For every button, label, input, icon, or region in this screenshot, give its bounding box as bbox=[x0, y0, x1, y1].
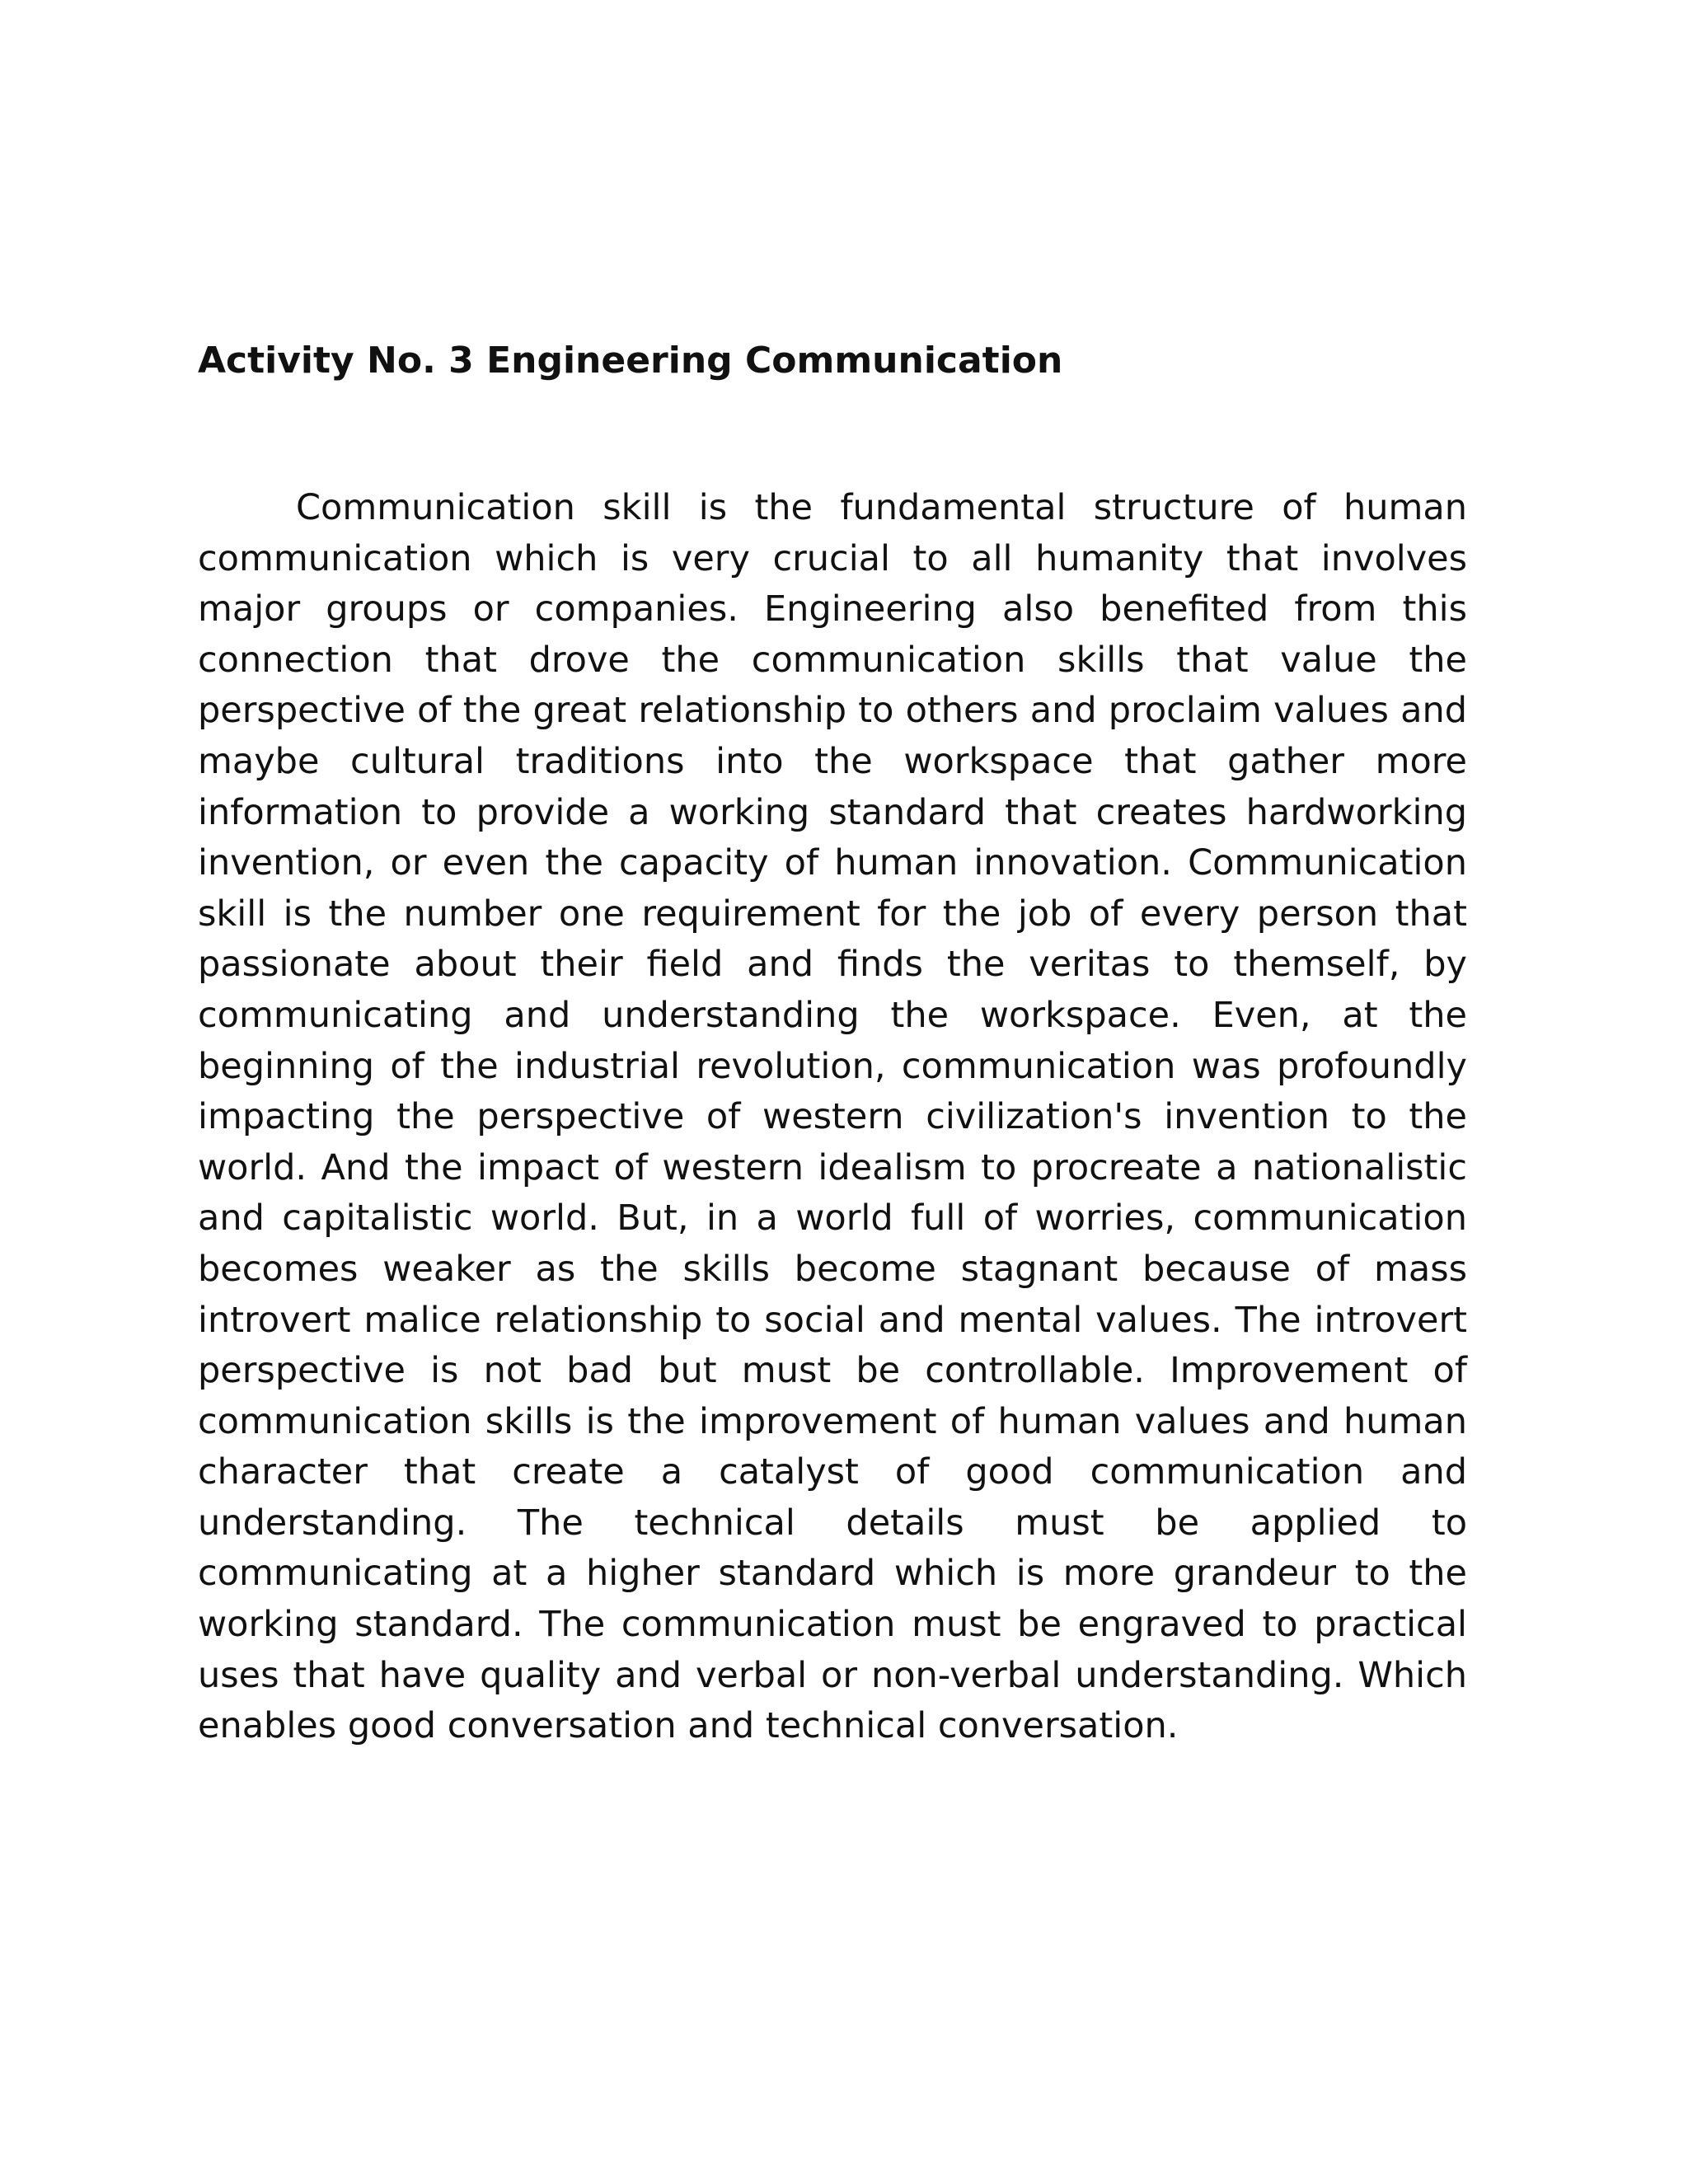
body-paragraph: Communication skill is the fundamental structure of human communication which is very crucial to all humanity that involves major groups or companies. Engineering also benefited from this connection that drove the communication skills that value the perspective of the great relationship to others and proclaim values and maybe cultural traditions into the workspace that gather more information to provide a working standard that creates hardworking invention, or even the capacity of human innovation. Communication skill is the number one requirement for the job of every person that passionate about their field and finds the veritas to themself, by communicating and understanding the workspace. Even, at the beginning of the industrial revolution, communication was profoundly impacting the perspective of western civilization's invention to the world. And the impact of western idealism to procreate a nationalistic and capitalistic world. But, in a world full of worries, communication becomes weaker as the skills become stagnant because of mass introvert malice relationship to social and mental values. The introvert perspective is not bad but must be controllable. Improvement of communication skills is the improvement of human values and human character that create a catalyst of good communication and understanding. The technical details must be applied to communicating at a higher standard which is more grandeur to the working standard. The communication must be engraved to practical uses that have quality and verbal or non-verbal understanding. Which enables good conversation and technical conversation. bbox=[198, 487, 1467, 1747]
document-title: Activity No. 3 Engineering Communication bbox=[198, 340, 1063, 382]
